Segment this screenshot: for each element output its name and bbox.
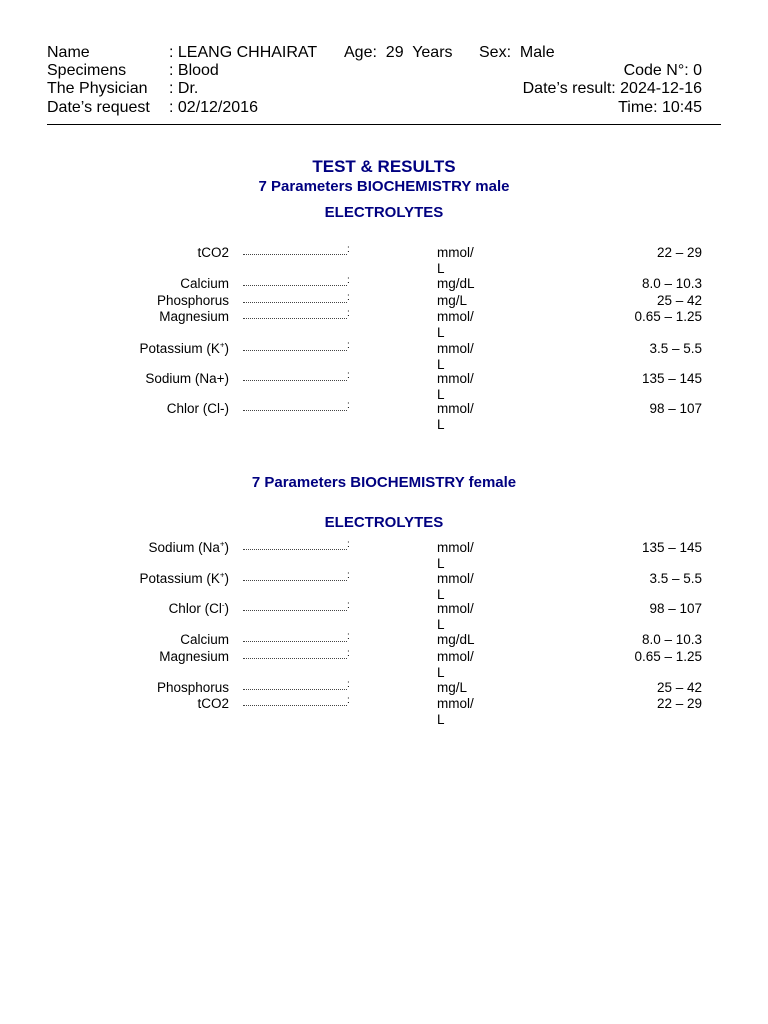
leader-colon: :: [347, 631, 350, 642]
sex-value: Sex: Male: [479, 44, 555, 61]
header-divider: [47, 124, 721, 125]
test-name: Sodium (Na+): [148, 539, 229, 555]
test-name: Chlor (Cl-): [166, 401, 229, 416]
leader-colon: :: [347, 370, 350, 381]
test-unit: mmol/L: [437, 601, 474, 632]
result-time: Time: 10:45: [618, 99, 702, 116]
result-date: Date’s result: 2024-12-16: [522, 80, 702, 97]
test-unit: mmol/L: [437, 401, 474, 432]
female-section-title: ELECTROLYTES: [324, 514, 444, 531]
reference-range: 22 – 29: [656, 696, 702, 711]
request-label: Date’s request: [47, 99, 150, 116]
dotted-leader: [243, 705, 347, 706]
female-panel-title: 7 Parameters BIOCHEMISTRY female: [251, 474, 517, 491]
leader-colon: :: [347, 292, 350, 303]
leader-colon: :: [347, 340, 350, 351]
test-name: tCO2: [197, 245, 229, 260]
test-unit: mmol/L: [437, 696, 474, 727]
request-date: : 02/12/2016: [169, 99, 258, 116]
reference-range: 135 – 145: [641, 371, 702, 386]
dotted-leader: [243, 254, 347, 255]
reference-range: 98 – 107: [649, 601, 702, 616]
test-name: Potassium (K+): [139, 570, 229, 586]
test-name: Calcium: [180, 632, 229, 647]
reference-range: 25 – 42: [656, 680, 702, 695]
test-unit: mmol/L: [437, 371, 474, 402]
test-name: Phosphorus: [156, 293, 229, 308]
dotted-leader: [243, 318, 347, 319]
dotted-leader: [243, 580, 347, 581]
name-value: : LEANG CHHAIRAT: [169, 44, 318, 61]
age-value: Age: 29 Years: [344, 44, 453, 61]
test-name: Calcium: [180, 276, 229, 291]
reference-range: 8.0 – 10.3: [641, 276, 702, 291]
test-unit: mmol/L: [437, 540, 474, 571]
reference-range: 3.5 – 5.5: [649, 571, 702, 586]
leader-colon: :: [347, 244, 350, 255]
dotted-leader: [243, 285, 347, 286]
name-label: Name: [47, 44, 90, 61]
test-name: Magnesium: [159, 649, 229, 664]
dotted-leader: [243, 689, 347, 690]
test-name: Sodium (Na+): [145, 371, 229, 386]
dotted-leader: [243, 549, 347, 550]
dotted-leader: [243, 410, 347, 411]
reference-range: 0.65 – 1.25: [634, 649, 702, 664]
leader-colon: :: [347, 695, 350, 706]
leader-colon: :: [347, 539, 350, 550]
reference-range: 8.0 – 10.3: [641, 632, 702, 647]
code-number: Code N°: 0: [623, 62, 702, 79]
test-unit: mg/dL: [437, 632, 475, 647]
reference-range: 22 – 29: [656, 245, 702, 260]
test-name: Chlor (Cl-): [168, 600, 229, 616]
leader-colon: :: [347, 308, 350, 319]
test-unit: mg/L: [437, 680, 468, 695]
test-unit: mmol/L: [437, 309, 474, 340]
physician-label: The Physician: [47, 80, 148, 97]
test-unit: mg/L: [437, 293, 468, 308]
leader-colon: :: [347, 648, 350, 659]
specimens-value: : Blood: [169, 62, 219, 79]
leader-colon: :: [347, 679, 350, 690]
dotted-leader: [243, 641, 347, 642]
specimens-label: Specimens: [47, 62, 127, 79]
test-name: Phosphorus: [156, 680, 229, 695]
test-name: Magnesium: [159, 309, 229, 324]
reference-range: 25 – 42: [656, 293, 702, 308]
test-unit: mmol/L: [437, 649, 474, 680]
leader-colon: :: [347, 275, 350, 286]
leader-colon: :: [347, 400, 350, 411]
male-section-title: ELECTROLYTES: [324, 204, 444, 221]
physician-value: : Dr.: [169, 80, 199, 97]
reference-range: 3.5 – 5.5: [649, 341, 702, 356]
test-unit: mmol/L: [437, 341, 474, 372]
test-unit: mmol/L: [437, 571, 474, 602]
test-unit: mmol/L: [437, 245, 474, 276]
main-title: TEST & RESULTS: [312, 157, 456, 176]
dotted-leader: [243, 658, 347, 659]
dotted-leader: [243, 350, 347, 351]
test-name: tCO2: [197, 696, 229, 711]
dotted-leader: [243, 380, 347, 381]
reference-range: 135 – 145: [641, 540, 702, 555]
male-panel-title: 7 Parameters BIOCHEMISTRY male: [258, 178, 510, 195]
leader-colon: :: [347, 600, 350, 611]
test-unit: mg/dL: [437, 276, 475, 291]
test-name: Potassium (K+): [139, 340, 229, 356]
reference-range: 0.65 – 1.25: [634, 309, 702, 324]
reference-range: 98 – 107: [649, 401, 702, 416]
dotted-leader: [243, 302, 347, 303]
leader-colon: :: [347, 570, 350, 581]
dotted-leader: [243, 610, 347, 611]
